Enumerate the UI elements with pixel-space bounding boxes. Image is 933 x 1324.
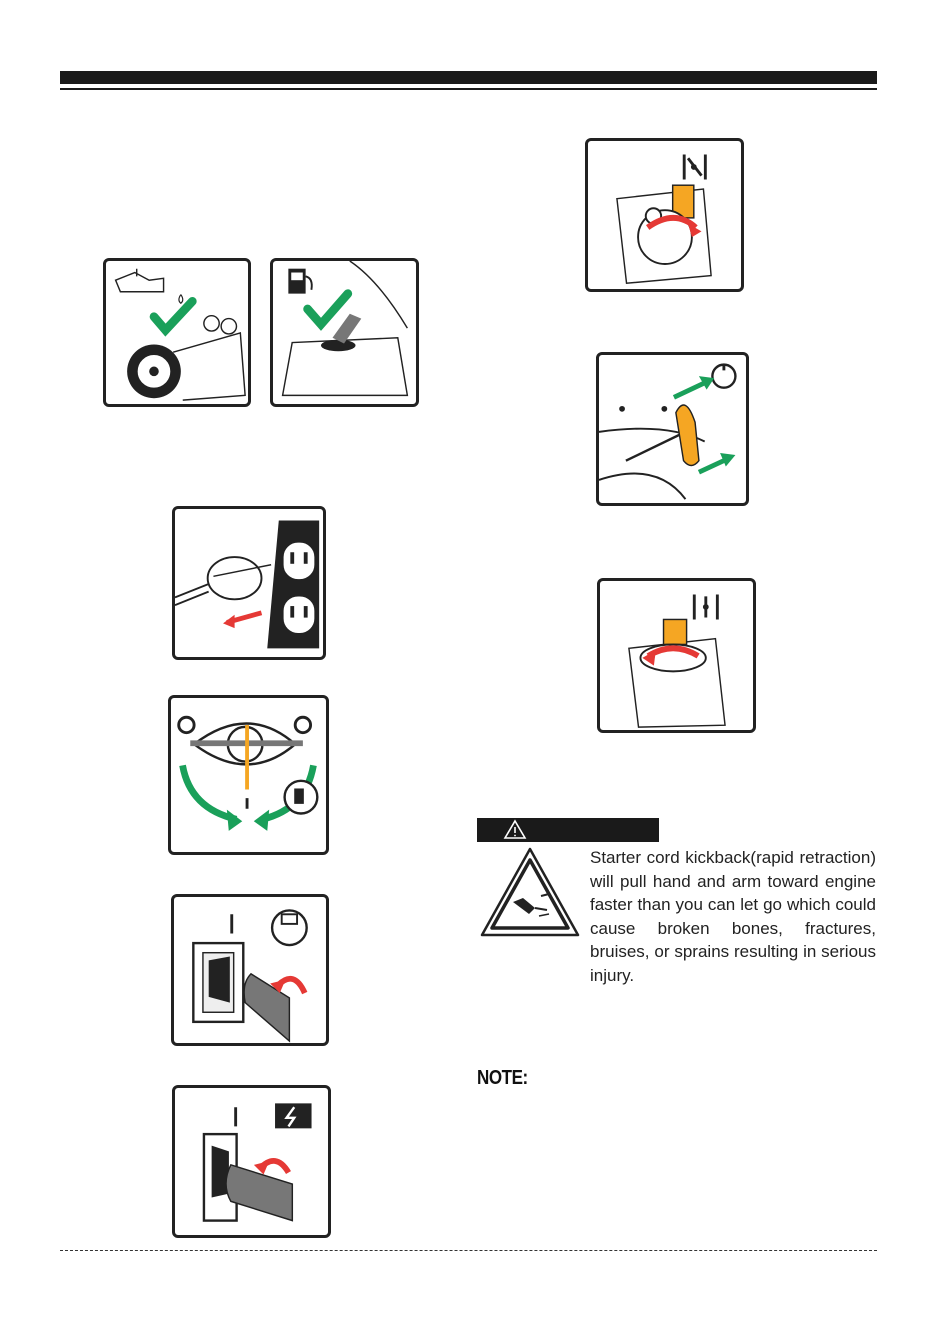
header-rule (60, 88, 877, 90)
figure-oil-check (103, 258, 251, 407)
footer-dashed-rule (60, 1250, 877, 1251)
figure-starter-pull (596, 352, 749, 506)
header-bar (60, 71, 877, 84)
figure-battery-switch (172, 1085, 331, 1238)
note-label: NOTE: (477, 1067, 528, 1089)
figure-fuel-valve (168, 695, 329, 855)
warning-triangle-icon (479, 846, 581, 939)
warning-text: Starter cord kickback(rapid retraction) will pull hand and arm toward engine faster than you can let go which could cause broken bones, fractures, bruises, or sprains resulting in serious injury. (590, 848, 876, 985)
figure-fuel-check (270, 258, 419, 407)
warning-header (477, 818, 659, 842)
figure-choke-open (597, 578, 756, 733)
figure-choke-closed (585, 138, 744, 292)
figure-unplug-devices (172, 506, 326, 660)
figure-engine-switch (171, 894, 329, 1046)
